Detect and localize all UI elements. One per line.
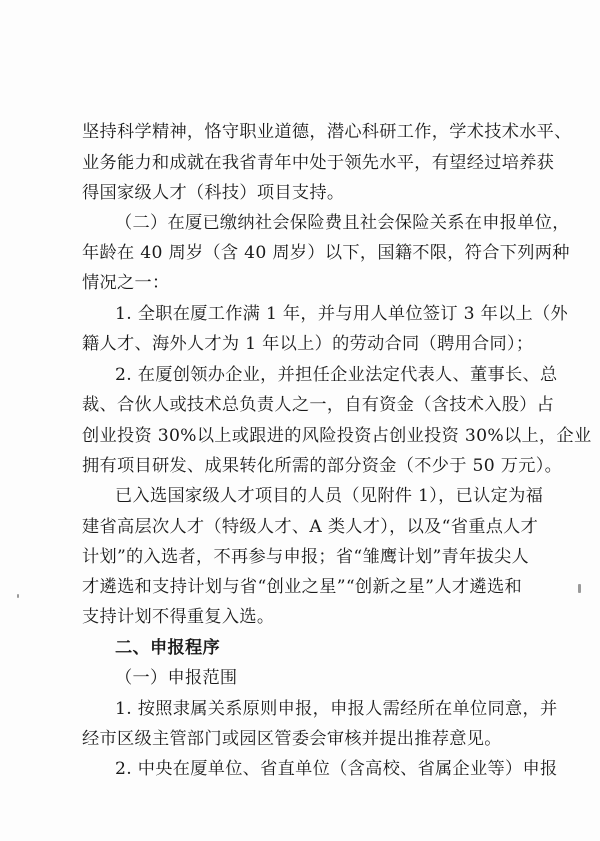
paragraph-line-13: 已入选国家级人才项目的人员（见附件 1），已认定为福 [115,486,544,506]
paragraph-line-4: （二）在厦已缴纳社会保险费且社会保险关系在申报单位， [115,213,570,233]
paragraph-line-7: 1. 全职在厦工作满 1 年，并与用人单位签订 3 年以上（外 [115,304,569,324]
paragraph-line-10: 裁、合伙人或技术总负责人之一，自有资金（含技术入股）占 [82,395,555,415]
paragraph-line-5: 年龄在 40 周岁（含 40 周岁）以下，国籍不限，符合下列两种 [82,243,570,263]
paragraph-line-9: 2. 在厦创领办企业，并担任企业法定代表人、董事长、总 [115,365,558,385]
scan-artifact [17,594,19,598]
paragraph-line-11: 创业投资 30%以上或跟进的风险投资占创业投资 30%以上，企业 [82,426,592,446]
paragraph-line-3: 得国家级人才（科技）项目支持。 [82,183,345,203]
paragraph-line-12: 拥有项目研发、成果转化所需的部分资金（不少于 50 万元）。 [82,456,563,476]
paragraph-line-6: 情况之一： [82,273,170,293]
paragraph-line-18: 1. 按照隶属关系原则申报，申报人需经所在单位同意，并 [115,699,558,719]
paragraph-line-20: 2. 中央在厦单位、省直单位（含高校、省属企业等）申报 [115,759,558,779]
paragraph-line-8: 籍人才、海外人才为 1 年以上）的劳动合同（聘用合同）； [82,334,534,354]
paragraph-line-1: 坚持科学精神，恪守职业道德，潜心科研工作，学术技术水平、 [82,122,572,142]
section-heading: 二、申报程序 [115,638,220,658]
scan-artifact [578,584,581,593]
paragraph-line-16: 才遴选和支持计划与省“创业之星”“创新之星”人才遴选和 [82,577,522,597]
paragraph-line-14: 建省高层次人才（特级人才、A 类人才），以及“省重点人才 [82,517,539,537]
subsection-heading: （一）申报范围 [115,668,238,688]
paragraph-line-17: 支持计划不得重复入选。 [82,607,275,627]
paragraph-line-19: 经市区级主管部门或园区管委会审核并提出推荐意见。 [82,729,502,749]
paragraph-line-15: 计划”的入选者，不再参与申报；省“雏鹰计划”青年拔尖人 [82,547,529,567]
paragraph-line-2: 业务能力和成就在我省青年中处于领先水平，有望经过培养获 [82,153,555,173]
